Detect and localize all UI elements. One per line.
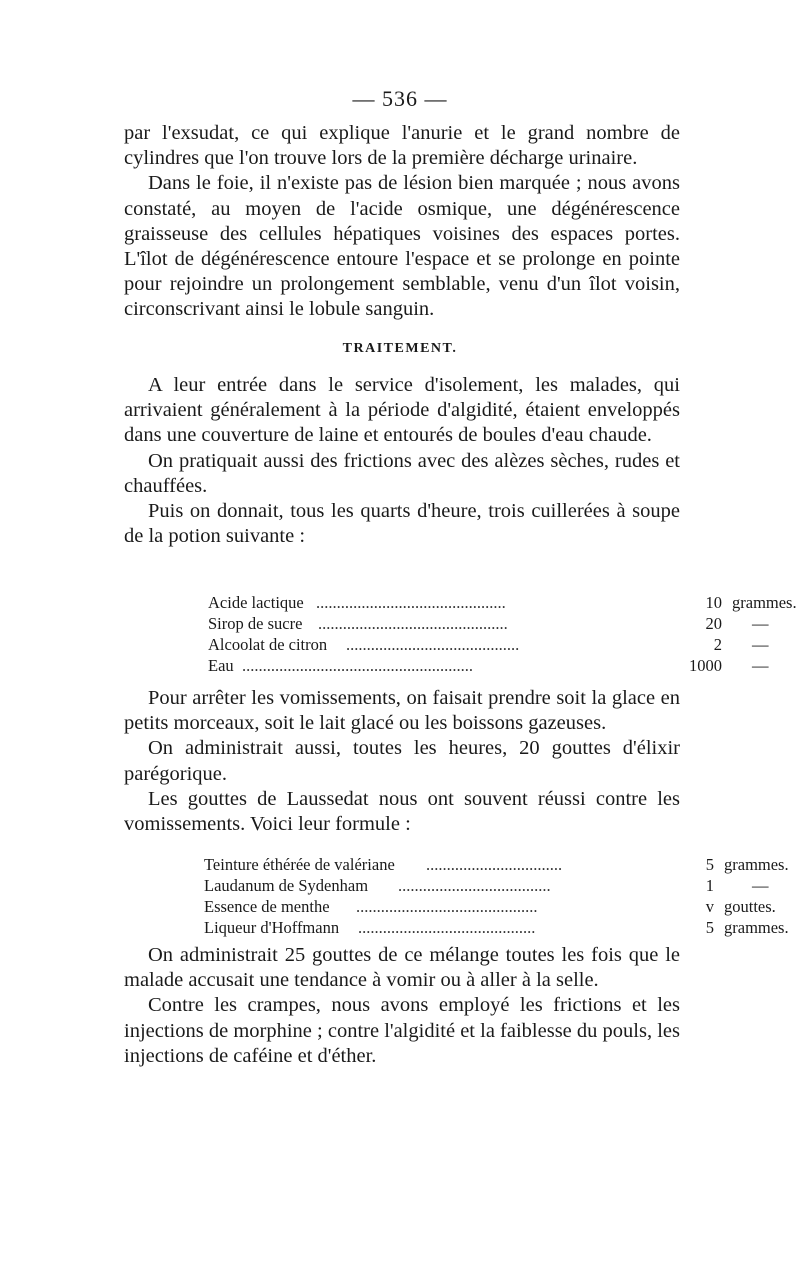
recipe-row: Laudanum de Sydenham ..................................... 1 — [204,876,769,895]
paragraph-continuation: par l'exsudat, ce qui explique l'anurie et le grand nombre de cylindres que l'on trouve lors de la première décharge urinaire. [124,122,680,170]
ingredient-unit: — [752,656,769,675]
ingredient-unit: — [752,876,769,895]
ingredient-unit: — [752,635,769,654]
paragraph-frictions: On pratiquait aussi des frictions avec des alèzes sèches, rudes et chauffées. [124,449,680,497]
paragraph-laussedat: Les gouttes de Laussedat nous ont souvent réussi contre les vomissements. Voici leur formule : [124,787,680,836]
paragraph-elixir: On administrait aussi, toutes les heures, 20 gouttes d'élixir parégorique. [124,737,680,785]
section-heading: TRAITEMENT. [342,341,458,356]
paragraph-vomiting: Pour arrêter les vomissements, on faisait prendre soit la glace en petits morceaux, soit le lait glacé ou les boissons gazeuses. [124,687,680,735]
paragraph-liver: Dans le foie, il n'existe pas de lésion bien marquée ; nous avons constaté, au moyen de l'acide osmique, une dégénérescence graisseuse des cellules hépatiques voisines des espaces portes. L'îlot de dégénérescence entoure l'espace et se prolonge en pointe pour rejoindre un prolongement semblable, venu d'un îlot voisin, circonscrivant ainsi le lobule sanguin. [124,172,680,321]
ingredient-qty: 5 [705,855,714,874]
ingredient-name: Laudanum de Sydenham [204,876,369,895]
ingredient-unit: — [752,614,769,633]
ingredient-qty: 1 [705,876,714,895]
recipe-row: Liqueur d'Hoffmann ........................................... 5 grammes. [204,918,789,937]
paragraph-dosage: On administrait 25 gouttes de ce mélange toutes les fois que le malade accusait une tendance à vomir ou à aller à la selle. [124,944,680,992]
ingredient-name: Essence de menthe [204,897,330,916]
ingredient-qty: v [705,897,714,916]
page-number: — 536 — [352,86,448,111]
recipe-row: Teinture éthérée de valériane ................................. 5 grammes. [204,855,789,874]
ingredient-qty: 10 [705,593,722,612]
ingredient-unit: grammes. [732,593,797,612]
ingredient-qty: 20 [705,614,722,633]
ingredient-name: Alcoolat de citron [208,635,328,654]
recipe-row: Eau ........................................................ 1000 — [208,656,769,675]
ingredient-name: Eau [208,656,234,675]
recipe-row: Essence de menthe ............................................ v gouttes. [204,897,776,916]
recipe-potion [208,592,797,676]
paragraph-potion: Puis on donnait, tous les quarts d'heure, trois cuillerées à soupe de la potion suivante : [124,500,680,548]
ingredient-unit: gouttes. [724,897,776,916]
text-block-4 [124,943,680,1069]
text-block-3 [124,686,680,837]
ingredient-name: Liqueur d'Hoffmann [204,918,340,937]
ingredient-name: Acide lactique [208,593,304,612]
ingredient-qty: 2 [713,635,722,654]
ingredient-unit: grammes. [724,855,789,874]
text-block-2 [124,373,680,549]
ingredient-name: Sirop de sucre [208,614,303,633]
paragraph-isolation: A leur entrée dans le service d'isolement, les malades, qui arrivaient généralement à la période d'algidité, étaient enveloppés dans une couverture de laine et entourés de boules d'eau chaude. [124,374,680,447]
recipe-row: Alcoolat de citron .......................................... 2 — [208,635,769,654]
paragraph-cramps: Contre les crampes, nous avons employé les frictions et les injections de morphine ; contre l'algidité et la faiblesse du pouls, les injections de caféine et d'éther. [124,994,680,1067]
text-block-1 [124,121,680,323]
ingredient-qty: 1000 [689,656,722,675]
recipe-row: Acide lactique .............................................. 10 grammes. [208,593,797,612]
recipe-gouttes [204,854,789,938]
ingredient-name: Teinture éthérée de valériane [204,855,395,874]
recipe-row: Sirop de sucre .............................................. 20 — [208,614,769,633]
ingredient-qty: 5 [705,918,714,937]
ingredient-unit: grammes. [724,918,789,937]
